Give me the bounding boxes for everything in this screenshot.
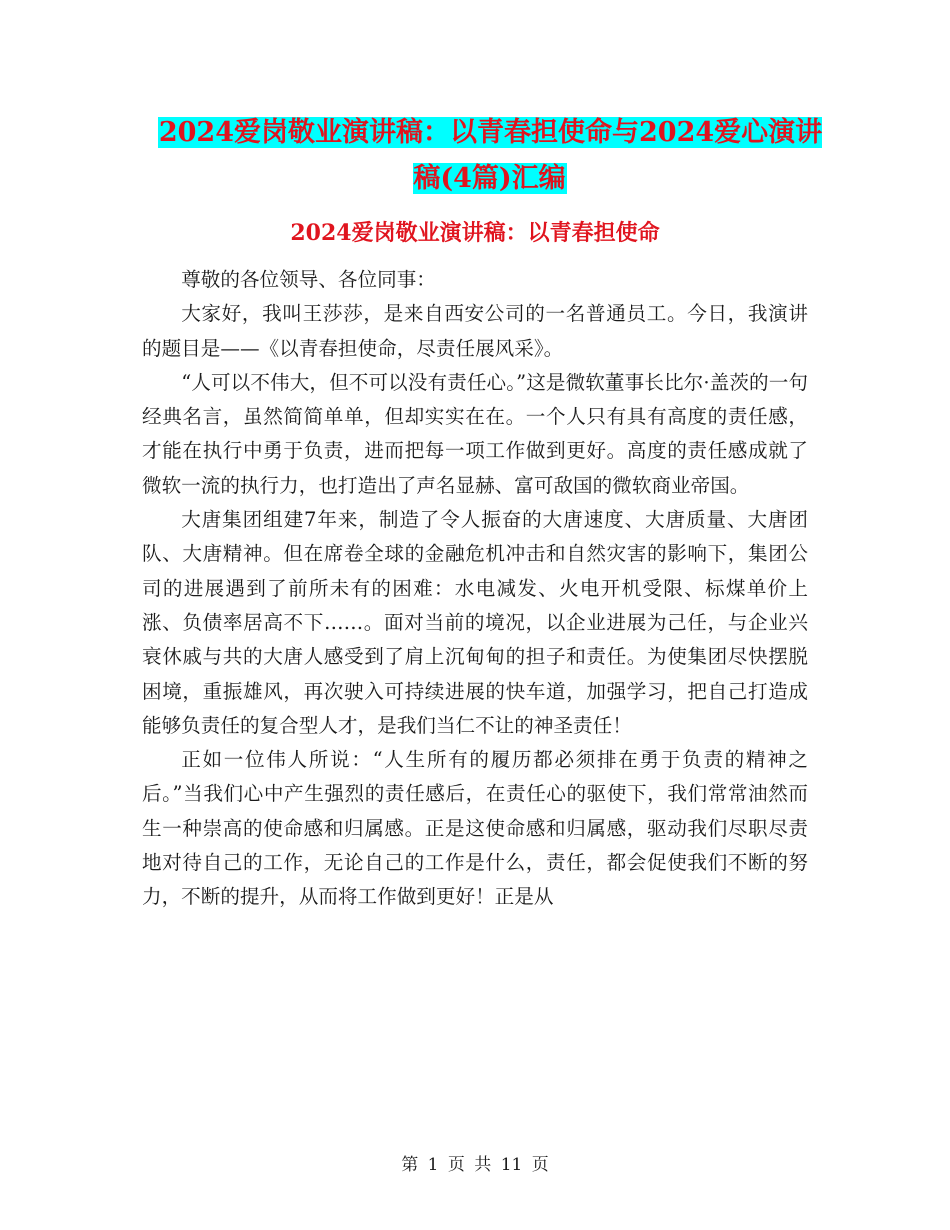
document-title-text: 2024爱岗敬业演讲稿：以青春担使命与2024爱心演讲稿(4篇)汇编 [158,117,823,194]
section-title: 2024爱岗敬业演讲稿：以青春担使命 [290,220,660,246]
paragraph-quote-gates: “人可以不伟大，但不可以没有责任心。”这是微软董事长比尔·盖茨的一句经典名言，虽然简简单单，但却实实在在。一个人只有具有高度的责任感，才能在执行中勇于负责，进而把每一项工作做到更好。高度的责任感成就了微软一流的执行力，也打造出了声名显赫、富可敌国的微软商业帝国。 [142,370,808,497]
paragraph-datang-group: 大唐集团组建7年来，制造了令人振奋的大唐速度、大唐质量、大唐团队、大唐精神。但在席卷全球的金融危机冲击和自然灾害的影响下，集团公司的进展遇到了前所未有的困难：水电减发、火电开机受限、标煤单价上涨、负债率居高不下……。面对当前的境况，以企业进展为己任，与企业兴衰休戚与共的大唐人感受到了肩上沉甸甸的担子和责任。为使集团尽快摆脱困境，重振雄风，再次驶入可持续进展的快车道，加强学习，把自己打造成能够负责任的复合型人才，是我们当仁不让的神圣责任！ [142,508,808,737]
paragraph-responsibility: 正如一位伟人所说：“人生所有的履历都必须排在勇于负责的精神之后。”当我们心中产生强烈的责任感后，在责任心的驱使下，我们常常油然而生一种崇高的使命感和归属感。正是这使命感和归属感，驱动我们尽职尽责地对待自己的工作，无论自己的工作是什么，责任，都会促使我们不断的努力，不断的提升，从而将工作做到更好！正是从 [142,748,808,909]
document-body [142,263,808,915]
paragraph-salutation: 尊敬的各位领导、各位同事： [181,268,436,291]
paragraph-introduction: 大家好，我叫王莎莎，是来自西安公司的一名普通员工。今日，我演讲的题目是——《以青春担使命，尽责任展风采》。 [142,302,808,360]
document-title [150,110,830,202]
page-footer: 第 1 页 共 11 页 [401,1155,549,1175]
